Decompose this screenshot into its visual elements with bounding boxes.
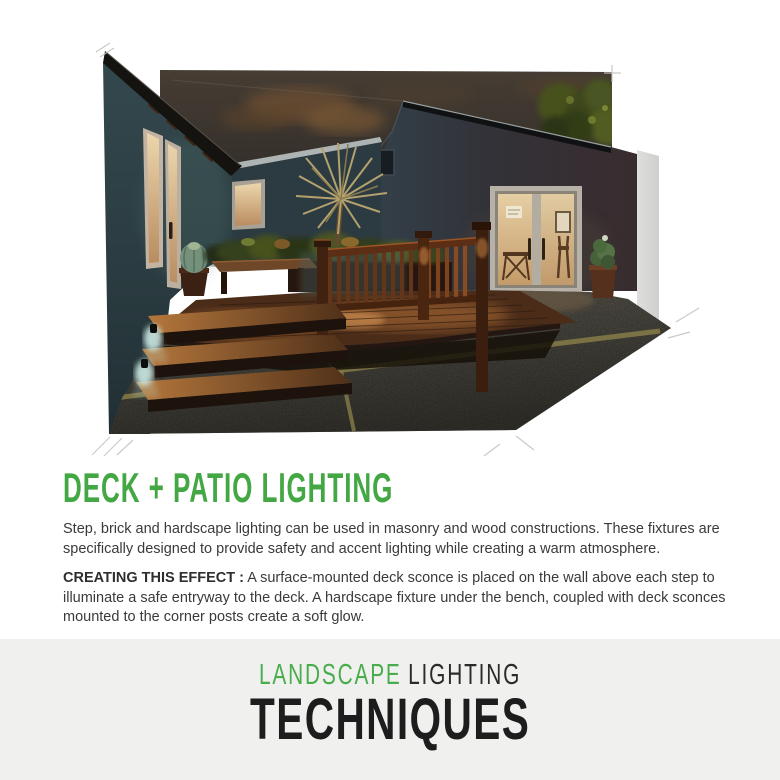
brand-title-line (0, 687, 780, 752)
double-doors (490, 186, 582, 293)
page-edge-band (637, 150, 659, 330)
text-section (63, 466, 731, 628)
effect-paragraph (63, 569, 731, 628)
section-heading: DECK + PATIO LIGHTING (63, 464, 394, 511)
brand-line (0, 660, 780, 690)
potted-cactus-left (179, 242, 209, 296)
brand-word-lighting: LIGHTING (408, 659, 522, 691)
footer-band (0, 639, 780, 780)
intro-paragraph: Step, brick and hardscape lighting can be used in masonry and wood constructions. These fixtures are specifically designed to provide safety and accent lighting while creating a warm atmosphere. (63, 521, 720, 557)
effect-text: A surface-mounted deck sconce is placed on the wall above each step to illuminate a safe entryway to the deck. A hardscape fixture under the bench, coupled with deck sconces mounted to the corner posts create a soft glow. (63, 570, 726, 625)
brand-title: TECHNIQUES (249, 687, 531, 752)
deck-steps (136, 303, 352, 412)
effect-label: CREATING THIS EFFECT : (63, 570, 244, 586)
brand-word-landscape: LANDSCAPE (258, 659, 402, 691)
